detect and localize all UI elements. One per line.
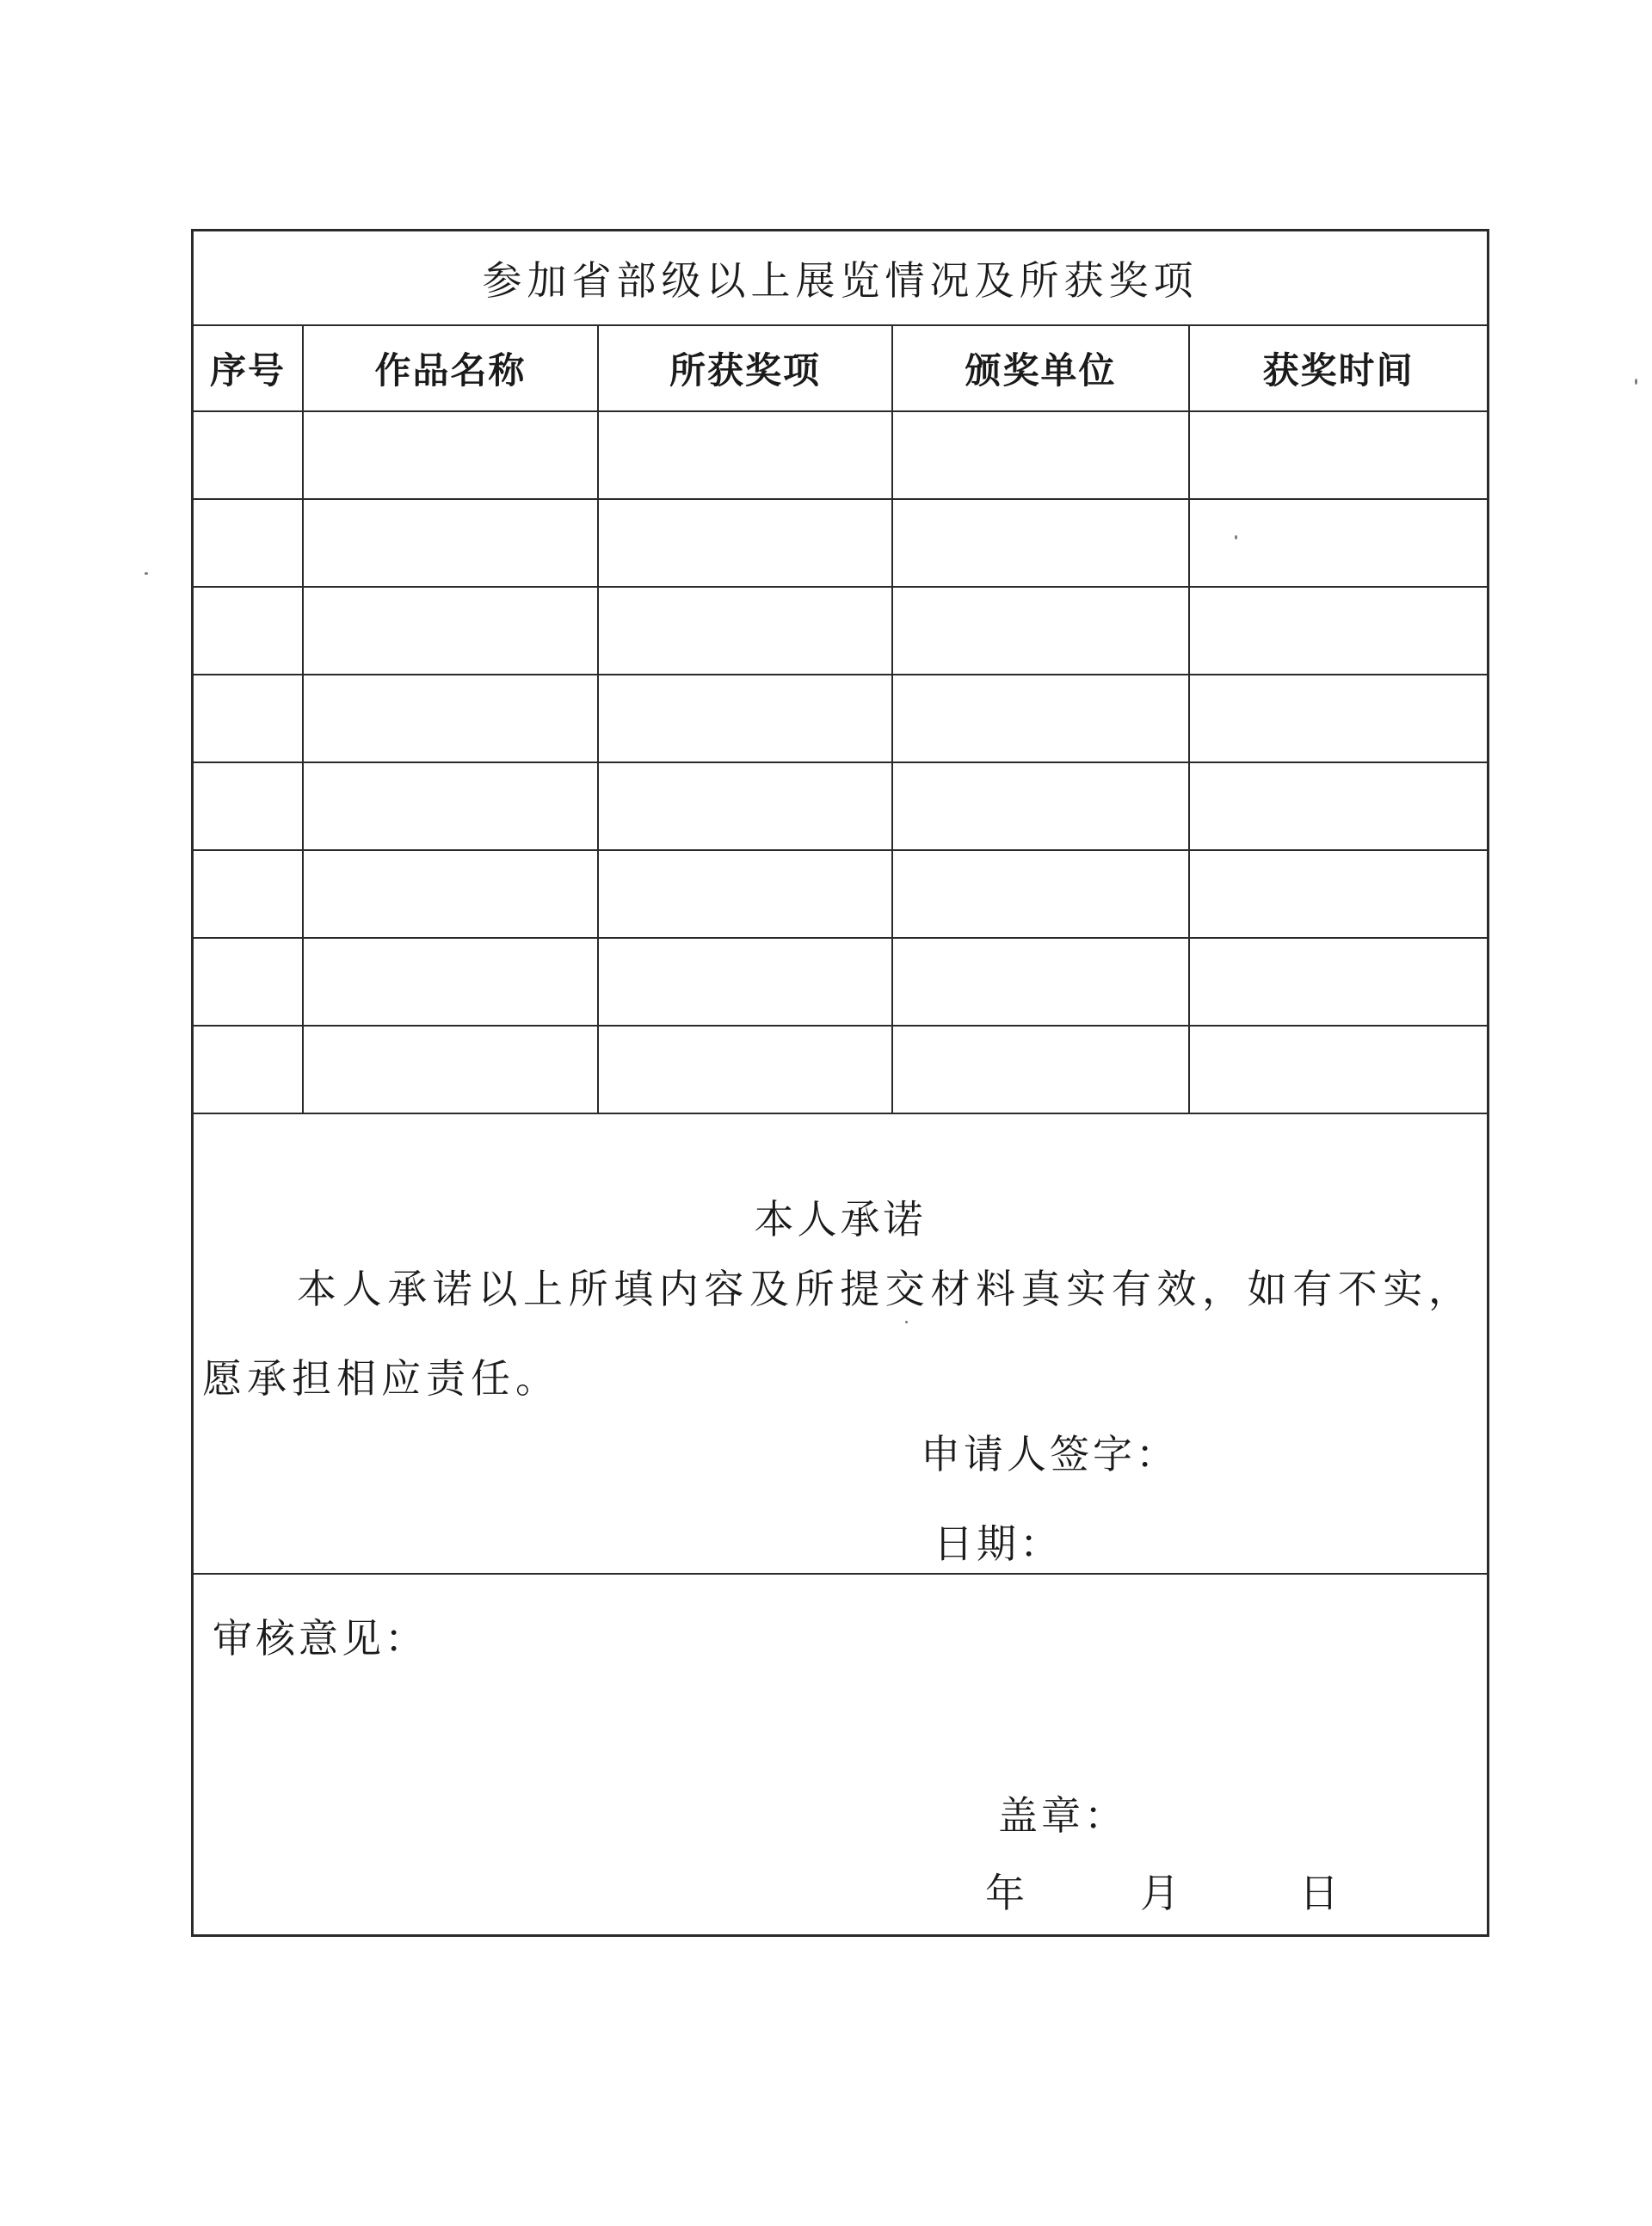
table-row	[194, 499, 1487, 587]
table-row	[194, 762, 1487, 850]
table-row	[194, 850, 1487, 938]
table-cell[interactable]	[303, 411, 598, 499]
table-cell[interactable]	[598, 1026, 892, 1113]
table-cell[interactable]	[598, 762, 892, 850]
table-cell[interactable]	[598, 938, 892, 1026]
awards-table	[194, 324, 1487, 1114]
table-cell[interactable]	[194, 938, 303, 1026]
table-cell[interactable]	[598, 411, 892, 499]
pledge-section	[194, 1117, 1487, 1575]
table-cell[interactable]	[598, 587, 892, 675]
applicant-signature-label: 申请人签字：	[921, 1431, 1179, 1477]
table-cell[interactable]	[194, 499, 303, 587]
table-cell[interactable]	[303, 938, 598, 1026]
table-cell[interactable]	[598, 850, 892, 938]
table-cell[interactable]	[1189, 411, 1487, 499]
table-cell[interactable]	[1189, 850, 1487, 938]
stamp-label: 盖章：	[998, 1792, 1127, 1839]
table-cell[interactable]	[194, 762, 303, 850]
table-cell[interactable]	[1189, 499, 1487, 587]
table-cell[interactable]	[1189, 675, 1487, 762]
table-cell[interactable]	[892, 411, 1189, 499]
scan-speck	[145, 572, 148, 575]
table-row	[194, 675, 1487, 762]
table-cell[interactable]	[892, 499, 1189, 587]
column-header-index: 序号	[194, 325, 303, 411]
application-form	[191, 229, 1489, 1937]
table-cell[interactable]	[303, 499, 598, 587]
section-title: 参加省部级以上展览情况及所获奖项	[194, 231, 1487, 326]
table-cell[interactable]	[598, 675, 892, 762]
table-cell[interactable]	[1189, 587, 1487, 675]
column-header-work-title: 作品名称	[303, 325, 598, 411]
table-row	[194, 938, 1487, 1026]
table-cell[interactable]	[892, 762, 1189, 850]
table-cell[interactable]	[194, 675, 303, 762]
table-cell[interactable]	[303, 587, 598, 675]
table-row	[194, 1026, 1487, 1113]
table-cell[interactable]	[1189, 938, 1487, 1026]
table-cell[interactable]	[194, 411, 303, 499]
table-cell[interactable]	[892, 938, 1189, 1026]
table-cell[interactable]	[598, 499, 892, 587]
column-header-award: 所获奖项	[598, 325, 892, 411]
table-cell[interactable]	[892, 675, 1189, 762]
table-cell[interactable]	[303, 1026, 598, 1113]
table-cell[interactable]	[303, 675, 598, 762]
table-cell[interactable]	[1189, 1026, 1487, 1113]
table-header-row	[194, 325, 1487, 411]
pledge-statement: 本人承诺以上所填内容及所提交材料真实有效，如有不实，愿承担相应责任。	[202, 1266, 1473, 1402]
scan-speck	[905, 1321, 908, 1323]
review-year-label: 年	[985, 1870, 1025, 1916]
table-row	[194, 411, 1487, 499]
table-cell[interactable]	[892, 850, 1189, 938]
scan-speck	[1635, 379, 1637, 385]
review-section	[194, 1573, 1487, 1934]
table-cell[interactable]	[303, 762, 598, 850]
table-cell[interactable]	[194, 850, 303, 938]
table-cell[interactable]	[892, 1026, 1189, 1113]
table-row	[194, 587, 1487, 675]
review-day-label: 日	[1299, 1870, 1339, 1916]
table-cell[interactable]	[1189, 762, 1487, 850]
table-cell[interactable]	[194, 587, 303, 675]
pledge-date-label: 日期：	[934, 1520, 1063, 1567]
column-header-award-date: 获奖时间	[1189, 325, 1487, 411]
table-cell[interactable]	[303, 850, 598, 938]
review-month-label: 月	[1140, 1870, 1180, 1916]
pledge-heading: 本人承诺	[754, 1196, 927, 1242]
table-cell[interactable]	[892, 587, 1189, 675]
scan-speck	[1235, 535, 1237, 540]
table-cell[interactable]	[194, 1026, 303, 1113]
review-opinion-label: 审核意见：	[213, 1615, 428, 1662]
column-header-issuer: 颁奖单位	[892, 325, 1189, 411]
